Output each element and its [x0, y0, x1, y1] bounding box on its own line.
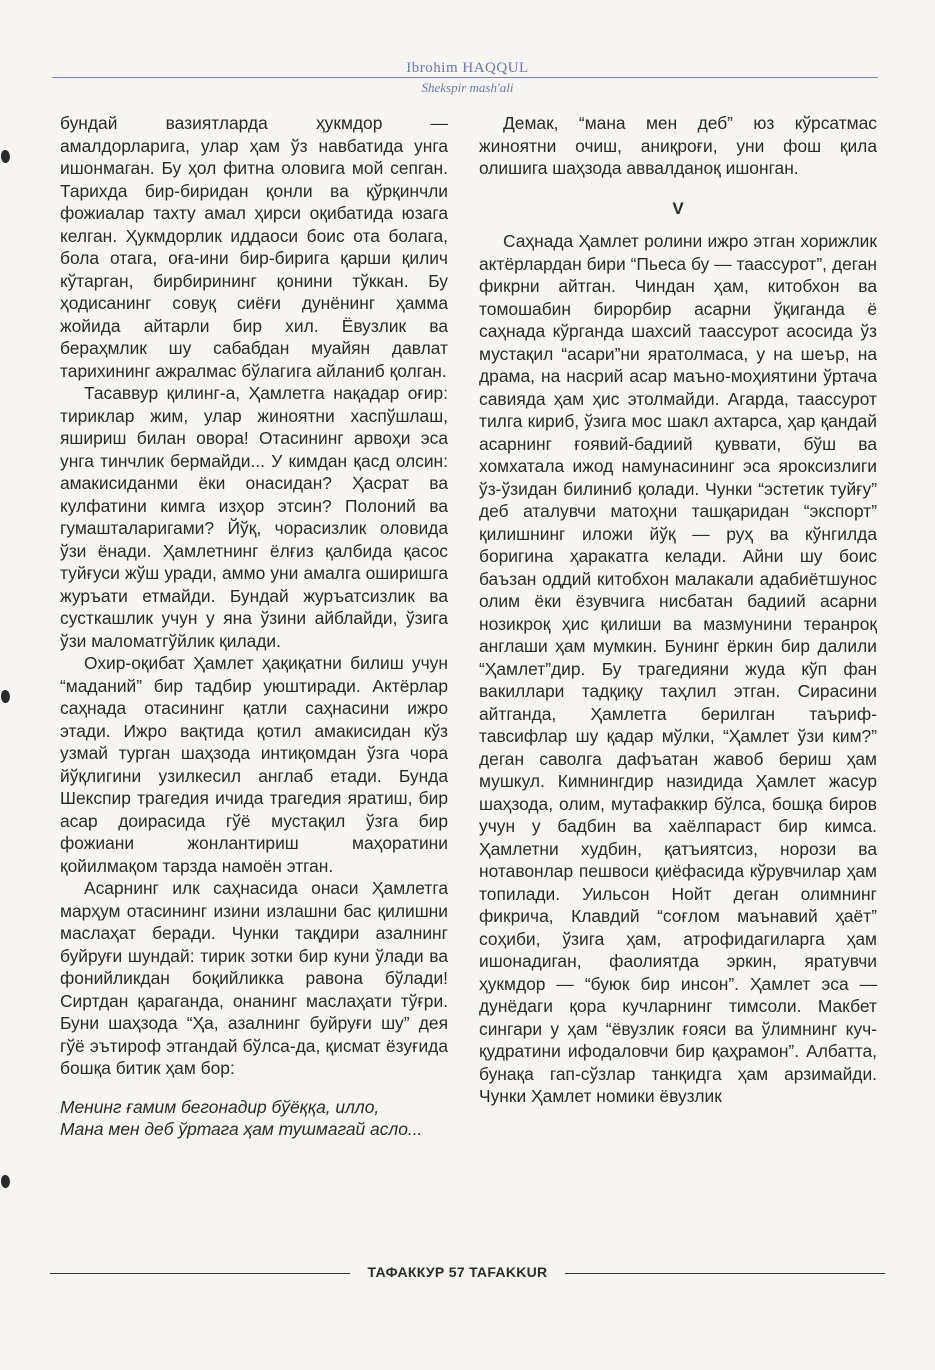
- right-paragraph-1: Саҳнада Ҳамлет ролини ижро этган хорижлик актёрлардан бири “Пьеса бу — таассурот”, деган фикрни айтган. Чиндан ҳам, китобхон ва томошабин бирорбир асарни ўқиганда ё саҳнада кўрганда шахсий таассурот асосида ўз мустақил “асари”ни яратолмаса, у на шеър, на драма, на насрий асар маъно-моҳиятини ўртача савияда ҳам ҳис этолмайди. Агарда, таассурот тилга кириб, ўзига мос шакл ахтарса, ҳар қандай асарнинг ғоявий-бадиий қуввати, бўш ва хомхатала ижод намунасининг эса ярокcизлиги ўз-ўзидан билиниб қолади. Чунки “эстетик туйғу” деб аталувчи матоҳни ташқаридан “экспорт” қилишнинг иложи йўқ — руҳ ва кўнгилда боригина ҳаракатга келади. Айни шу боис баъзан оддий китобхон малакали адабиётшунос олим ёки ёзувчига нисбатан бадиий асарни нозикроқ ҳис қилиши ва мазмунини теранроқ англаши ҳам мумкин. Бунинг ёркин бир далили “Ҳамлет”дир. Бу трагедияни жуда кўп фан вакиллари тадқиқу таҳлил этган. Сирасини айтганда, Ҳамлетга берилган таъриф-тавсифлар шу қадар мўлки, “Ҳамлет ўзи ким?” деган саволга дафъатан жавоб бериш ҳам мушкул. Кимнингдир назидида Ҳамлет жасур шаҳзода, олим, мутафаккир бўлса, бошқа биров учун у бадбин ва хаёлпараст бир кимса. Ҳамлетни худбин, қатъиятсиз, норози ва нотавонлар пешвоси қиёфасида кўрувчилар ҳам топилади. Уильсон Нойт деган олимнинг фикрича, Клавдий “соғлом маънавий ҳаёт” соҳиби, ўзига ҳам, атрофидагиларга ҳам ишонадиган, фаолиятда эркин, яратувчи ҳукмдор — “буюк бир инсон”. Ҳамлет эса — дунёдаги қора кучларнинг тимсоли. Макбет сингари у ҳам “ёвузлик ғояси ва ўлимнинг куч-қудратини ифодаловчи бир қаҳрамон”. Албатта, бунақа гап-сўзлар танқидга ҳам арзимайди. Чунки Ҳамлет номики ёвузлик: [479, 231, 877, 1106]
- page-footer: [50, 1264, 885, 1284]
- left-paragraph-4: Асарнинг илк саҳнасида онаси Ҳамлетга марҳум отасининг изини излашни бас қилишни маслаҳат беради. Чунки тақдири азалнинг буйруғи шундай: тирик зотки бир куни ўлади ва фонийликдан боқийликка равона бўлади! Сиртдан қараганда, онанинг маслаҳати тўғри. Буни шаҳзода “Ҳа, азалнинг буйруғи шу” дея гўё эътироф этгандай бўлса-да, қисмат ёзуғида бошқа битик ҳам бор:: [60, 878, 448, 1078]
- header-author: Ibrohim HAQQUL: [406, 60, 529, 76]
- left-column: [60, 112, 448, 1252]
- left-paragraph-1: бундай вазиятларда ҳукмдор — амалдорларига, улар ҳам ўз навбатида унга ишонмаган. Бу ҳол фитна оловига мой сепган. Тарихда бир-биридан қонли ва қўрқинчли фожиалар тахту амал ҳирси оқибатида юзага келган. Ҳукмдорлик иддаоси боис ота болага, бола отага, оға-ини бир-бирига қарши қилич кўтарган, бирбирининг қонини тўккан. Бу ҳодисанинг совуқ сиёғи дунёнинг ҳамма жойида айтарли бир хил. Ёвузлик ва бераҳмлик шу сабабдан муайян давлат тарихининг ажралмас бўлагига айланиб қолган.: [60, 113, 448, 381]
- right-paragraph-top: Демак, “мана мен деб” юз кўрсатмас жиноятни очиш, аниқроғи, уни фош қила олишига шаҳзода аввалданоқ ишонган.: [479, 113, 877, 178]
- verse-line-2: Мана мен деб ўртага ҳам тушмагай асло...: [60, 1119, 423, 1139]
- punch-hole-mark: [1, 690, 10, 703]
- footer-rule-left: [50, 1273, 350, 1274]
- footer-page-label: ТАФАККУР 57 TAFAKKUR: [367, 1264, 548, 1280]
- left-paragraph-2: Тасаввур қилинг-а, Ҳамлетга нақадар оғир: тириклар жим, улар жиноятни хаспўшлаш, яшириш билан овора! Отасининг арвоҳи эса унга тинчлик бермайди... У кимдан қасд олсин: амакисиданми ёки онасидан? Ҳасрат ва кулфатини кимга изҳор этсин? Полоний ва гумашталаригами? Йўқ, чорасизлик оловида ўзи ёнади. Ҳамлетнинг ёлғиз қалбида қасос туйғуси жўш уради, аммо уни амалга оширишга журъати етмайди. Бундай журъатсизлик ва сусткашлик учун у яна ўзини айблайди, ўзига ўзи маломатгўйлик қилади.: [60, 383, 448, 651]
- footer-rule-right: [565, 1273, 885, 1274]
- verse-quote: [60, 1096, 448, 1141]
- punch-hole-mark: [1, 150, 10, 163]
- running-header: [0, 58, 935, 108]
- section-number: V: [672, 198, 684, 218]
- punch-hole-mark: [1, 1175, 10, 1188]
- left-paragraph-3: Охир-оқибат Ҳамлет ҳақиқатни билиш учун “маданий” бир тадбир уюштиради. Актёрлар саҳнада отасининг қатли саҳнасини ижро этади. Ижро вақтида қотил амакисидан кўз узмай турган шаҳзода интиқомдан ўзга чора йўқлигини узилкесил англаб етади. Бунда Шекспир трагедия ичида трагедия яратиш, бир асар доирасида гўё мустақил ўзга бир фожиани жонлантириш маҳоратини қойилмақом тарзда намоён этган.: [60, 653, 448, 876]
- header-rule: [52, 77, 878, 78]
- header-subtitle: Shekspir mash'ali: [421, 80, 514, 95]
- verse-line-1: Менинг ғамим бегонадир бўёққа, илло,: [60, 1096, 380, 1117]
- right-column: [479, 112, 877, 1252]
